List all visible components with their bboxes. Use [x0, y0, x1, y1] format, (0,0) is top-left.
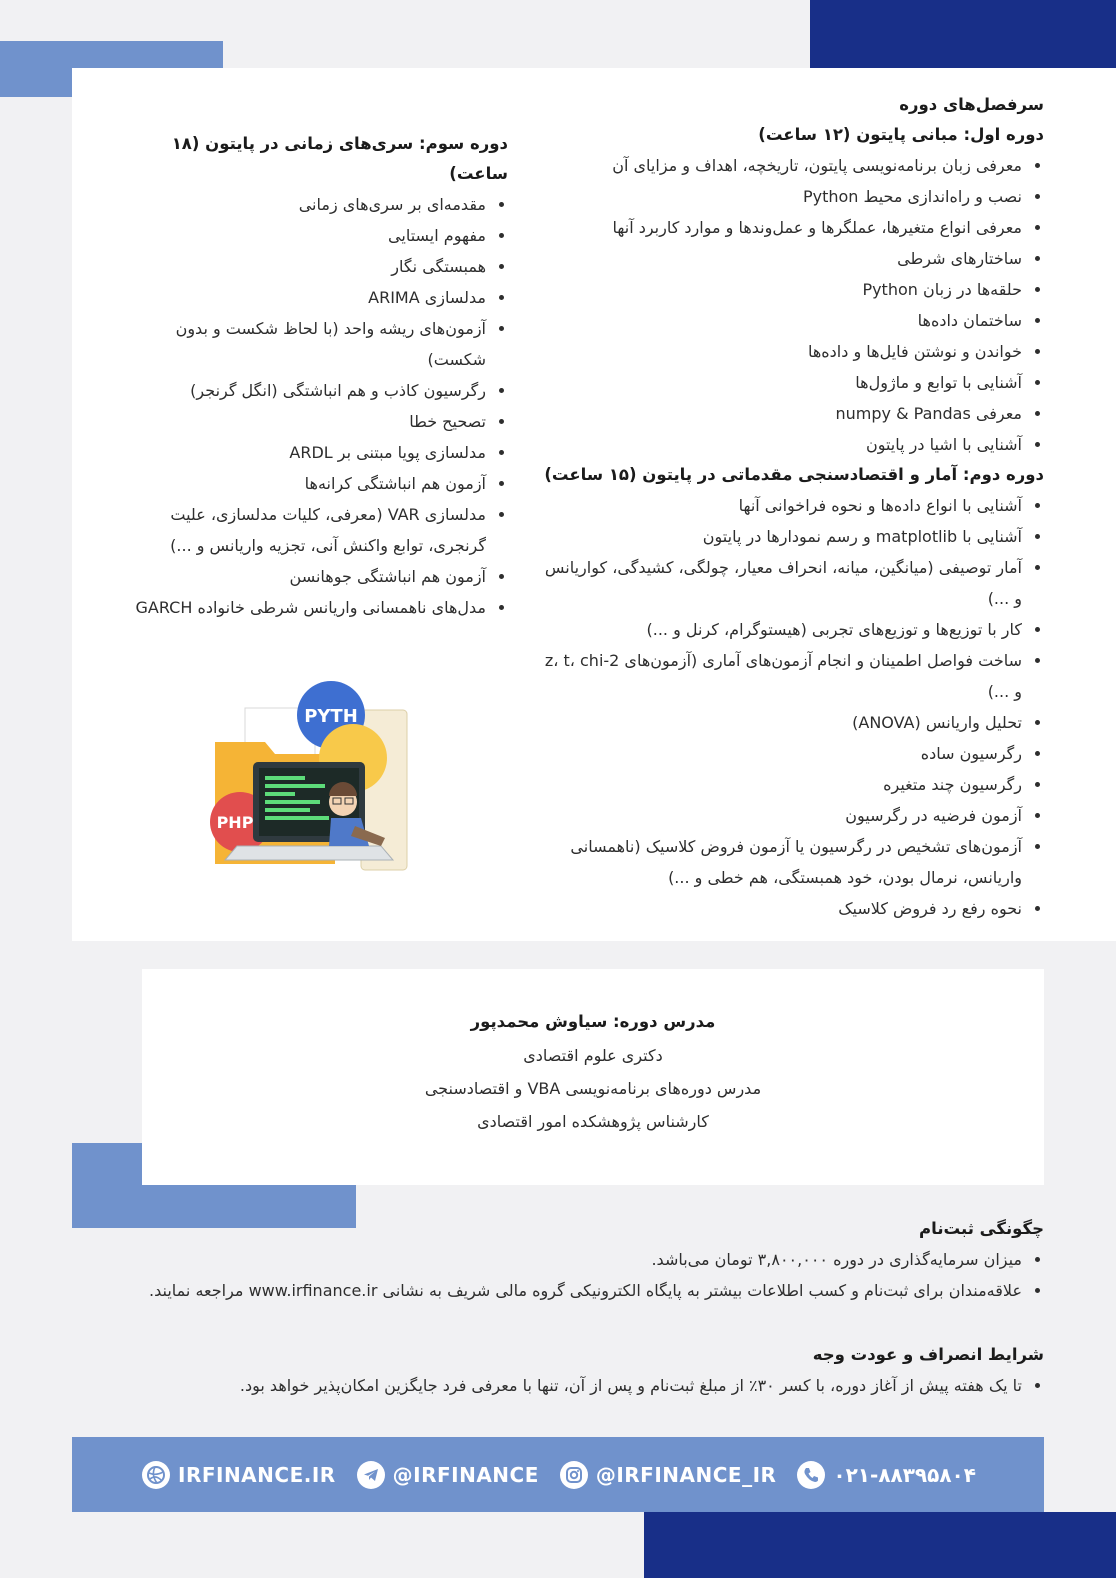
phone-link[interactable]: [797, 1461, 976, 1489]
list-item: تا یک هفته پیش از آغاز دوره، با کسر ۳۰٪ از مبلغ ثبت‌نام و پس از آن، تنها با معرفی فرد جایگزین امکان‌پذیر خواهد بود.: [84, 1370, 1044, 1401]
globe-icon: [142, 1461, 170, 1489]
list-item: رگرسیون چند متغیره: [544, 769, 1044, 800]
list-item: آشنایی با توابع و ماژول‌ها: [544, 367, 1044, 398]
teacher-info: [142, 1005, 1044, 1138]
list-item: آزمون‌های تشخیص در رگرسیون یا آزمون فروض کلاسیک (ناهمسانی واریانس، نرمال بودن، خود همبستگی، هم خطی و ...): [544, 831, 1044, 893]
telegram-icon: [357, 1461, 385, 1489]
course1-list: [544, 150, 1044, 460]
list-item: معرفی زبان برنامه‌نویسی پایتون، تاریخچه، اهداف و مزایای آن: [544, 150, 1044, 181]
list-item: خواندن و نوشتن فایل‌ها و داده‌ها: [544, 336, 1044, 367]
syllabus-heading: سرفصل‌های دوره: [899, 95, 1044, 114]
list-item: معرفی numpy & Pandas: [544, 398, 1044, 429]
list-item: نصب و راه‌اندازی محیط Python: [544, 181, 1044, 212]
registration-list: [84, 1244, 1044, 1306]
website-link[interactable]: [142, 1461, 336, 1489]
list-item: میزان سرمایه‌گذاری در دوره ۳,۸۰۰,۰۰۰ تومان می‌باشد.: [84, 1244, 1044, 1275]
list-item: مفهوم ایستایی: [116, 220, 508, 251]
navy-corner-top-right: [810, 0, 1116, 68]
programming-illustration: [185, 650, 443, 900]
refund-title: شرایط انصراف و عودت وجه: [812, 1345, 1044, 1364]
list-item: آزمون فرضیه در رگرسیون: [544, 800, 1044, 831]
left-column: [116, 129, 508, 623]
course2-list: [544, 490, 1044, 924]
teacher-name: مدرس دوره: سیاوش محمدپور: [470, 1012, 716, 1031]
website-text: IRFINANCE.IR: [178, 1462, 336, 1487]
list-item: رگرسیون کاذب و هم انباشتگی (انگل گرنجر): [116, 375, 508, 406]
php-badge-text: PHP: [216, 813, 254, 832]
telegram-link[interactable]: [357, 1461, 539, 1489]
registration-section: [84, 1214, 1044, 1306]
list-item: آزمون‌های ریشه واحد (با لحاظ شکست و بدون شکست): [116, 313, 508, 375]
list-item: نحوه رفع رد فروض کلاسیک: [544, 893, 1044, 924]
registration-title: چگونگی ثبت‌نام: [919, 1219, 1044, 1238]
list-item: آشنایی با matplotlib و رسم نمودارها در پایتون: [544, 521, 1044, 552]
teacher-affiliation: کارشناس پژوهشکده امور اقتصادی: [477, 1112, 709, 1131]
phone-icon: [797, 1461, 825, 1489]
refund-section: [84, 1340, 1044, 1401]
list-item: معرفی انواع متغیرها، عملگرها و عمل‌وندها و موارد کاربرد آنها: [544, 212, 1044, 243]
course2-title: دوره دوم: آمار و اقتصادسنجی مقدماتی در پایتون (۱۵ ساعت): [544, 465, 1044, 484]
list-item: آزمون هم انباشتگی کرانه‌ها: [116, 468, 508, 499]
list-item: مدل‌های ناهمسانی واریانس شرطی خانواده GARCH: [116, 592, 508, 623]
phone-text: ۰۲۱-۸۸۳۹۵۸۰۴: [833, 1462, 976, 1487]
list-item: مدلسازی ARIMA: [116, 282, 508, 313]
list-item: مقدمه‌ای بر سری‌های زمانی: [116, 189, 508, 220]
list-item: آزمون هم انباشتگی جوهانسن: [116, 561, 508, 592]
illustration-svg: [185, 650, 443, 900]
contact-footer: [72, 1437, 1044, 1512]
course1-title: دوره اول: مبانی پایتون (۱۲ ساعت): [758, 125, 1044, 144]
instagram-icon: [560, 1461, 588, 1489]
right-column: [544, 90, 1044, 924]
list-item: حلقه‌ها در زبان Python: [544, 274, 1044, 305]
list-item: رگرسیون ساده: [544, 738, 1044, 769]
list-item: کار با توزیع‌ها و توزیع‌های تجربی (هیستوگرام، کرنل و ...): [544, 614, 1044, 645]
list-item: آشنایی با اشیا در پایتون: [544, 429, 1044, 460]
refund-list: [84, 1370, 1044, 1401]
list-item: ساختارهای شرطی: [544, 243, 1044, 274]
list-item: ساخت فواصل اطمینان و انجام آزمون‌های آماری (آزمون‌های z، t، chi-2 و ...): [544, 645, 1044, 707]
list-item: ساختمان داده‌ها: [544, 305, 1044, 336]
python-badge-text: PYTH: [304, 706, 358, 727]
teacher-degree: دکتری علوم اقتصادی: [523, 1046, 663, 1065]
list-item: تصحیح خطا: [116, 406, 508, 437]
list-item: مدلسازی VAR (معرفی، کلیات مدلسازی، علیت گرنجری، توابع واکنش آنی، تجزیه واریانس و ...): [116, 499, 508, 561]
telegram-text: @IRFINANCE: [392, 1462, 539, 1487]
list-item: آمار توصیفی (میانگین، میانه، انحراف معیار، چولگی، کشیدگی، کواریانس و ...): [544, 552, 1044, 614]
instagram-text: @IRFINANCE_IR: [595, 1462, 777, 1487]
instagram-link[interactable]: [560, 1461, 777, 1489]
navy-corner-bottom-right: [644, 1512, 1116, 1578]
course3-title: دوره سوم: سری‌های زمانی در پایتون (۱۸ ساعت): [171, 134, 508, 183]
list-item: تحلیل واریانس (ANOVA): [544, 707, 1044, 738]
list-item: همبستگی نگار: [116, 251, 508, 282]
list-item: مدلسازی پویا مبتنی بر ARDL: [116, 437, 508, 468]
teacher-role: مدرس دوره‌های برنامه‌نویسی VBA و اقتصادسنجی: [424, 1079, 762, 1098]
list-item: علاقه‌مندان برای ثبت‌نام و کسب اطلاعات بیشتر به پایگاه الکترونیکی گروه مالی شریف به نشانی www.irfinance.ir مراجعه نمایند.: [84, 1275, 1044, 1306]
course3-list: [116, 189, 508, 623]
list-item: آشنایی با انواع داده‌ها و نحوه فراخوانی آنها: [544, 490, 1044, 521]
